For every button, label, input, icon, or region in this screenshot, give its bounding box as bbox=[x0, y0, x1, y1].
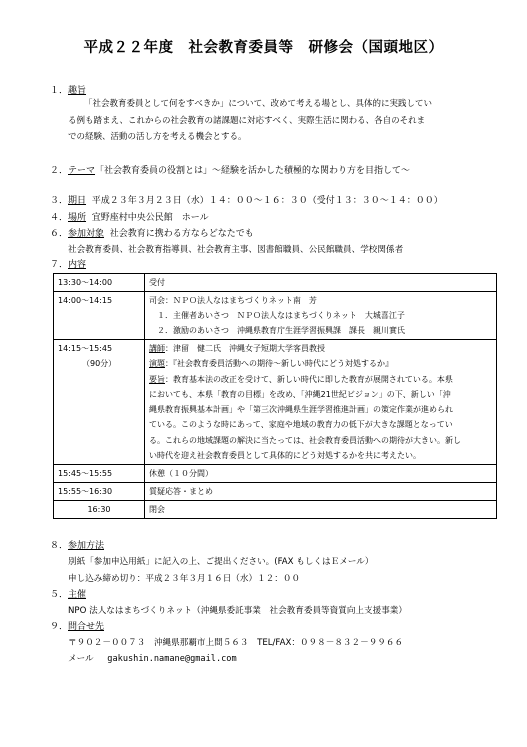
table-row bbox=[54, 292, 497, 340]
section-label: 参加方法 bbox=[68, 541, 105, 551]
section-number: ９． bbox=[50, 622, 69, 632]
section-contents bbox=[50, 259, 86, 271]
table-row bbox=[54, 340, 497, 465]
section-label: 内容 bbox=[68, 260, 87, 270]
summary-line: ている。このような時にあって、家庭や地域の教育力の低下が大きな課題となってい bbox=[149, 420, 453, 430]
speaker-label: 講師 bbox=[149, 344, 165, 353]
section-label: 趣旨 bbox=[68, 86, 87, 96]
section-number: ７． bbox=[50, 260, 69, 270]
summary-line: い時代を迎え社会教育委員として具体的にどう対処するかを共に考えたい。 bbox=[149, 451, 421, 461]
table-row bbox=[54, 483, 497, 501]
summary-line bbox=[149, 372, 492, 387]
topic-line bbox=[149, 356, 492, 371]
content-cell: 質疑応答・まとめ bbox=[145, 483, 497, 501]
summary-line: 縄県教育振興基本計画」や「第三次沖縄県生涯学習推進計画」の策定作業が進められ bbox=[149, 405, 453, 415]
content-line: 司会：ＮＰＯ法人なはまちづくりネット南 芳 bbox=[149, 296, 317, 305]
section-audience bbox=[50, 228, 254, 240]
organizer-text: NPO 法人なはまちづくりネット（沖縄県委託事業 社会教育委員等資質向上支援事業） bbox=[68, 606, 407, 616]
content-cell: 休憩（１０分間） bbox=[145, 465, 497, 483]
section-label: 場所 bbox=[68, 213, 87, 223]
section-number: ３． bbox=[50, 196, 69, 206]
content-line: ２．激励のあいさつ 沖縄県教育庁生涯学習振興課 課長 親川實氏 bbox=[149, 326, 405, 335]
section-number: ４． bbox=[50, 213, 69, 223]
page-title: 平成２２年度 社会教育委員等 研修会（国頭地区） bbox=[83, 40, 444, 56]
section-number: ６． bbox=[50, 229, 69, 239]
purpose-paragraph bbox=[68, 96, 496, 146]
content-cell: 受付 bbox=[145, 274, 497, 292]
section-contact bbox=[50, 621, 104, 633]
participation-method: 別紙「参加申込用紙」に記入の上、ご提出ください。(FAX もしくはＥメール） bbox=[68, 557, 374, 567]
time-cell: 15:55～16:30 bbox=[54, 483, 145, 501]
section-date bbox=[50, 195, 443, 207]
mail-label: メール bbox=[68, 654, 94, 664]
time-cell: 15:45～15:55 bbox=[54, 465, 145, 483]
audience-list: 社会教育委員、社会教育指導員、社会教育主事、図書館職員、公民館職員、学校関係者 bbox=[68, 245, 404, 255]
content-cell bbox=[145, 340, 497, 465]
time-cell: 14:00～14:15 bbox=[54, 292, 145, 340]
duration: （90分） bbox=[82, 359, 117, 368]
section-number: ５． bbox=[50, 590, 69, 600]
time-cell bbox=[54, 340, 145, 465]
section-label: テーマ bbox=[68, 166, 96, 176]
program-table bbox=[53, 273, 497, 519]
time-cell: 13:30～14:00 bbox=[54, 274, 145, 292]
section-label: 参加対象 bbox=[68, 229, 105, 239]
audience-text: 社会教育に携わる方ならどなたでも bbox=[109, 229, 254, 239]
section-number: ２． bbox=[50, 166, 69, 176]
table-row bbox=[54, 274, 497, 292]
section-label: 問合せ先 bbox=[68, 622, 105, 632]
mail-address[interactable]: gakushin.namane@gmail.com bbox=[107, 654, 237, 664]
deadline: 申し込み締め切り：平成２３年３月１６日（水）１２：００ bbox=[68, 574, 301, 584]
topic-label: 演題 bbox=[149, 359, 165, 369]
content-cell: 閉会 bbox=[145, 501, 497, 519]
purpose-line: る例も踏まえ、これからの社会教育の諸課題に対応すべく、実際生活に関わる、各自のそれま bbox=[68, 115, 426, 126]
section-label: 期日 bbox=[68, 196, 87, 206]
content-cell bbox=[145, 292, 497, 340]
section-participation bbox=[50, 540, 104, 552]
topic-text: ：『社会教育委員活動への期待～新しい時代にどう対処するか』 bbox=[165, 359, 393, 369]
time-cell: 16:30 bbox=[54, 501, 145, 519]
theme-text: 「社会教育委員の役割とは」～経験を活かした積極的な関わり方を目指して～ bbox=[95, 166, 411, 176]
section-number: ８． bbox=[50, 541, 69, 551]
summary-text: ：教育基本法の改正を受けて、新しい時代に即した教育が展開されている。本県 bbox=[165, 374, 453, 384]
summary-line: る。これらの地域課題の解決に当たっては、社会教育委員活動への期待が大きい。新し bbox=[149, 435, 461, 445]
purpose-line: 「社会教育委員として何をすべきか」について、改めて考える場とし、具体的に実践してい bbox=[84, 99, 432, 109]
table-row bbox=[54, 465, 497, 483]
date-text: 平成２３年３月２３日（水）１４：００～１６：３０（受付１３：３０～１４：００） bbox=[91, 196, 443, 206]
content-line: １．主催者あいさつ ＮＰＯ法人なはまちづくりネット 大城喜江子 bbox=[149, 311, 405, 320]
time-range: 14:15～15:45 bbox=[58, 344, 113, 353]
section-number: １． bbox=[50, 86, 69, 96]
section-theme bbox=[50, 165, 410, 177]
purpose-line: での経験、活動の活し方を考える機会とする。 bbox=[68, 132, 247, 142]
speaker-line bbox=[149, 341, 492, 356]
contact-mail-row bbox=[68, 653, 237, 665]
table-row bbox=[54, 501, 497, 519]
contact-address: 〒９０２－００７３ 沖縄県那覇市上間５６３ TEL/FAX：０９８－８３２－９９６６ bbox=[68, 638, 404, 648]
section-organizer bbox=[50, 589, 86, 601]
summary-line: においても、本県「教育の目標」を改め、「沖縄21世紀ビジョン」の下、新しい「沖 bbox=[149, 389, 451, 399]
summary-label: 要旨 bbox=[149, 374, 165, 384]
venue-text: 宜野座村中央公民館 ホール bbox=[91, 213, 209, 223]
section-venue bbox=[50, 212, 209, 224]
section-label: 主催 bbox=[68, 590, 87, 600]
speaker-text: ：津留 健二氏 沖縄女子短期大学客員教授 bbox=[165, 344, 325, 353]
